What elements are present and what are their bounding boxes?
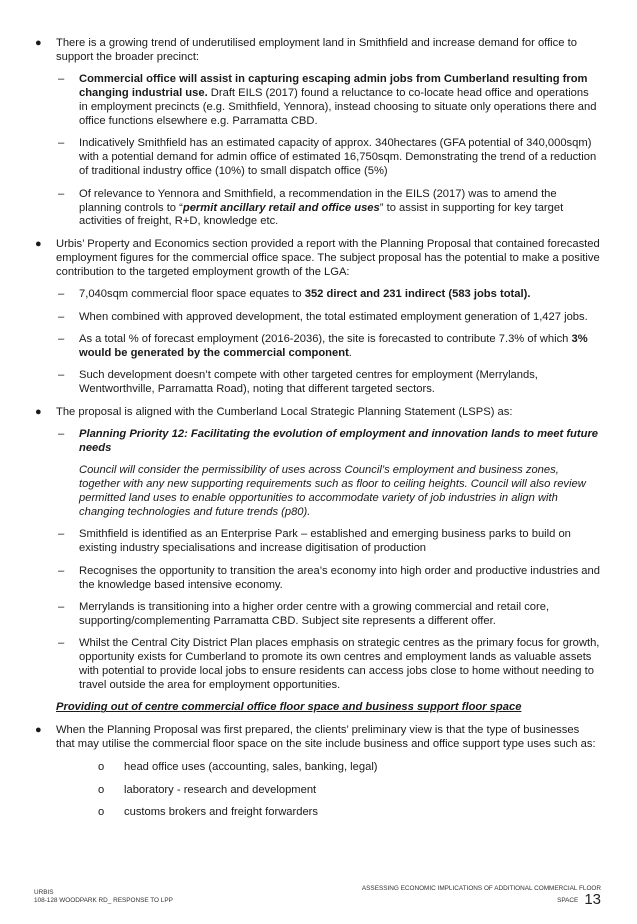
dash-marker: – [58,332,65,345]
bold-italic-text: Planning Priority 12: Facilitating the evolution of employment and innovation lands to meet future needs [79,427,599,454]
bullet-lsps-alignment [34,406,600,420]
bullet-planning-proposal [34,724,600,752]
circle-marker: o [98,783,105,796]
bold-italic-text: permit ancillary retail and office uses [182,201,380,214]
bullet-marker: ● [35,237,42,250]
dash-marker: – [58,637,65,650]
subpoint-merrylands [34,601,600,629]
text: . [348,346,352,359]
subpoint-forecast-share [34,333,600,361]
section-heading: Providing out of centre commercial office floor space and business support floor space [56,701,522,714]
footer-report-title-cont: SPACE [557,897,579,904]
subpoint-floor-space-jobs [34,288,600,302]
list-item [34,806,600,820]
subpoint-eils-recommendation [34,188,600,230]
subpoint-total-employment [34,311,600,325]
text: As a total % of forecast employment (2016-2036), the site is forecasted to contribute 7.3% of which [79,332,572,345]
dash-marker: – [58,427,65,440]
bullet-employment-land [34,37,600,65]
dash-marker: – [58,288,65,301]
dash-marker: – [58,187,65,200]
text: 7,040sqm commercial floor space equates to [79,288,305,301]
subpoint-transition-economy [34,565,600,593]
dash-marker: – [58,528,65,541]
footer-project: 108-128 WOODPARK RD_ RESPONSE TO LPP [34,897,173,904]
bullet-text: When the Planning Proposal was first prepared, the clients’ preliminary view is that the type of businesses that may utilise the commercial floor space on the site include business and office support type uses such as: [56,724,596,751]
footer-company: URBIS [34,889,54,896]
footer-right [362,883,601,906]
bullet-text: Urbis’ Property and Economics section provided a report with the Planning Proposal that contained forecasted employment figures for the commercial office space. The subject proposal has the potential to make a positive contribution to the targeted employment growth of the LGA: [56,237,600,278]
bullet-text: There is a growing trend of underutilised employment land in Smithfield and increase demand for office to support the broader precinct: [56,37,577,63]
list-item [34,784,600,798]
text: Draft EILS (2017) found a reluctance to co-locate head office and operations in employment precincts (e.g. Smithfield, Yennora), instead choosing to situate only operations there and office functions elsewhere e.g. Parramatta CBD. [79,87,597,128]
subpoint-enterprise-park [34,528,600,556]
bullet-marker: ● [35,724,42,737]
footer-report-title: ASSESSING ECONOMIC IMPLICATIONS OF ADDITIONAL COMMERCIAL FLOOR [361,885,601,892]
footer-title-line2 [362,891,601,908]
dash-marker: – [58,73,65,86]
text: Merrylands is transitioning into a higher order centre with a growing commercial and retail core, supporting/complementing Parramatta CBD. Subject site represents a different offer. [79,601,550,627]
subpoint-smithfield-capacity [34,137,600,179]
dash-marker: – [58,564,65,577]
text: Whilst the Central City District Plan places emphasis on strategic centres as the primary focus for growth, opportunity exists for Cumberland to promote its own centres and employment lands as valuable assets with potential to provide local jobs to ensure residents can access jobs close to home without needing to travel outside the area for employment opportunities. [79,637,600,692]
text: ” to assist in supporting for key target activities of freight, R+D, knowledge etc. [79,201,564,228]
footer-left [34,889,173,905]
text: Such development doesn’t compete with other targeted centres for employment (Merrylands, Wentworthville, Parramatta Road), noting that different targeted sectors. [79,369,538,396]
dash-marker: – [58,310,65,323]
circle-marker: o [98,760,105,773]
text: Of relevance to Yennora and Smithfield, a recommendation in the EILS (2017) was to amend the planning controls to “ [79,187,557,214]
subpoint-commercial-office [34,73,600,129]
dash-marker: – [58,369,65,382]
page-number: 13 [584,891,601,908]
bullet-urbis-report [34,238,600,280]
subpoint-planning-priority [34,428,600,456]
dash-marker: – [58,137,65,150]
text: Recognises the opportunity to transition the area’s economy into high order and productive industries and the knowledge based intensive economy. [79,564,600,591]
text: Smithfield is identified as an Enterprise Park – established and emerging business parks to build on existing industry specialisations and increase digitisation of production [79,528,571,555]
text: Indicatively Smithfield has an estimated capacity of approx. 340hectares (GFA potential of 340,000sqm) with a potential demand for admin office of estimated 16,750sqm. Demonstrating the trend of a reduction of traditional industry office (10%) to small dispatch office (5%) [79,137,597,178]
page-body [34,37,600,829]
list-item-text: head office uses (accounting, sales, banking, legal) [124,760,378,773]
list-item-text: customs brokers and freight forwarders [124,806,318,819]
bullet-marker: ● [35,405,42,418]
list-item-text: laboratory - research and development [124,783,317,796]
page-footer [0,880,637,920]
dash-marker: – [58,601,65,613]
text: When combined with approved development, the total estimated employment generation of 1,427 jobs. [79,310,588,323]
bold-text: Commercial office will assist in capturing escaping admin jobs from Cumberland resulting from changing industrial use. [79,73,588,100]
list-item [34,761,600,775]
bullet-text: The proposal is aligned with the Cumberland Local Strategic Planning Statement (LSPS) as: [56,405,513,418]
circle-marker: o [98,806,105,819]
subpoint-district-plan [34,637,600,693]
bold-text: 3% would be generated by the commercial component [79,332,588,359]
bold-text: 352 direct and 231 indirect (583 jobs total). [304,288,531,301]
bullet-marker: ● [35,37,42,49]
council-quote: Council will consider the permissibility of uses across Council’s employment and business zones, together with any new supporting requirements such as floor to ceiling heights. Council will also review permitted land uses to enable opportunities to accommodate variety of job industries in align with changing technologies and future trends (p80). [79,464,586,518]
subpoint-no-competition [34,369,600,397]
